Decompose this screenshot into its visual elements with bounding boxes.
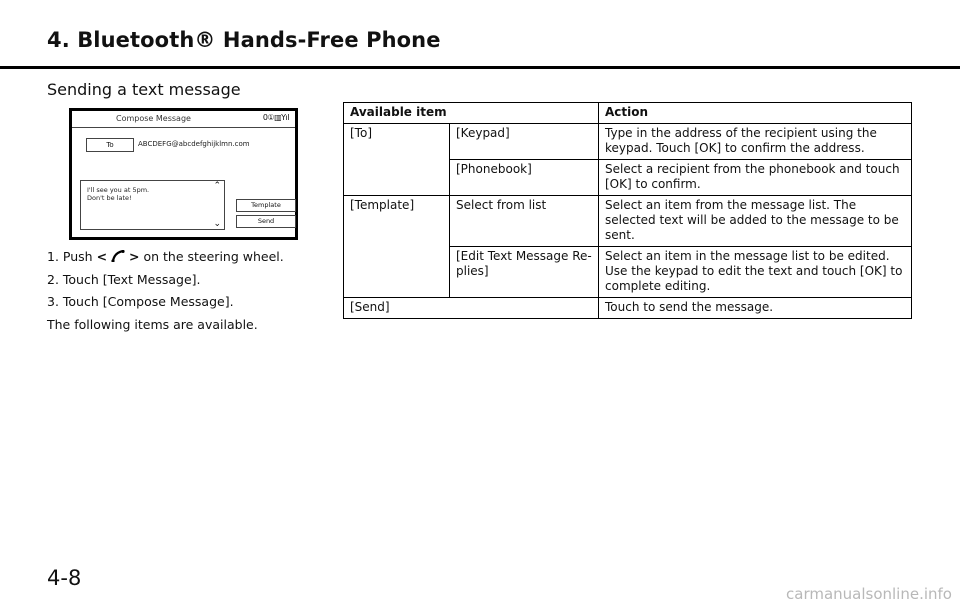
sub-item-cell: Select from list: [450, 196, 599, 247]
steps-list: [47, 246, 284, 336]
message-line: I'll see you at 5pm.: [87, 186, 150, 194]
action-cell: Select an item from the message list. The selected text will be added to the message to be sent.: [599, 196, 912, 247]
step-1: [47, 246, 284, 269]
step-3: 3. Touch [Compose Message].: [47, 294, 234, 309]
step-1-post: on the steering wheel.: [139, 249, 284, 264]
sub-item-cell: [Edit Text Message Replies]: [450, 247, 599, 298]
status-icons: 0①▥Yıl: [262, 113, 289, 122]
items-table: [343, 102, 912, 319]
screen-illustration: [69, 108, 298, 240]
chapter-title: 4. Bluetooth® Hands-Free Phone: [47, 28, 441, 52]
watermark: carmanualsonline.info: [786, 585, 952, 603]
item-cell: [To]: [344, 124, 450, 196]
step-2: 2. Touch [Text Message].: [47, 271, 201, 287]
action-cell: Type in the address of the recipient using the keypad. Touch [OK] to confirm the address.: [599, 124, 912, 160]
table-row: [344, 298, 912, 319]
send-button[interactable]: Send: [236, 215, 296, 228]
step-1-lt: <: [96, 249, 108, 264]
screen-divider: [72, 127, 295, 128]
scroll-down-icon[interactable]: ⌄: [213, 219, 221, 229]
scroll-up-icon[interactable]: ⌃: [213, 181, 221, 191]
action-cell: Select an item in the message list to be edited. Use the keypad to edit the text and touch [OK] to complete editing.: [599, 247, 912, 298]
phone-switch-icon: [111, 250, 125, 262]
sub-item-cell: [Phonebook]: [450, 160, 599, 196]
steps-note: The following items are available.: [47, 316, 258, 332]
table-row: [344, 196, 912, 247]
page-number: 4-8: [47, 566, 82, 590]
action-cell: Touch to send the message.: [599, 298, 912, 319]
header-available-item: Available item: [344, 103, 599, 124]
item-cell: [Send]: [344, 298, 599, 319]
message-box[interactable]: [80, 180, 225, 230]
step-1-gt: >: [129, 249, 140, 264]
item-cell: [Template]: [344, 196, 450, 298]
step-1-pre: 1. Push: [47, 249, 97, 264]
screen-inner: [72, 111, 295, 237]
table-row: [344, 124, 912, 160]
action-cell: Select a recipient from the phonebook and touch [OK] to confirm.: [599, 160, 912, 196]
address-field: ABCDEFG@abcdefghijklmn.com: [138, 140, 250, 148]
header-action: Action: [599, 103, 912, 124]
header-rule: [0, 66, 960, 69]
sub-item-cell: [Keypad]: [450, 124, 599, 160]
message-line: Don't be late!: [87, 194, 132, 202]
to-button[interactable]: To: [86, 138, 134, 152]
table-header-row: [344, 103, 912, 124]
section-title: Sending a text message: [47, 80, 241, 99]
template-button[interactable]: Template: [236, 199, 296, 212]
screen-title: Compose Message: [116, 114, 191, 123]
